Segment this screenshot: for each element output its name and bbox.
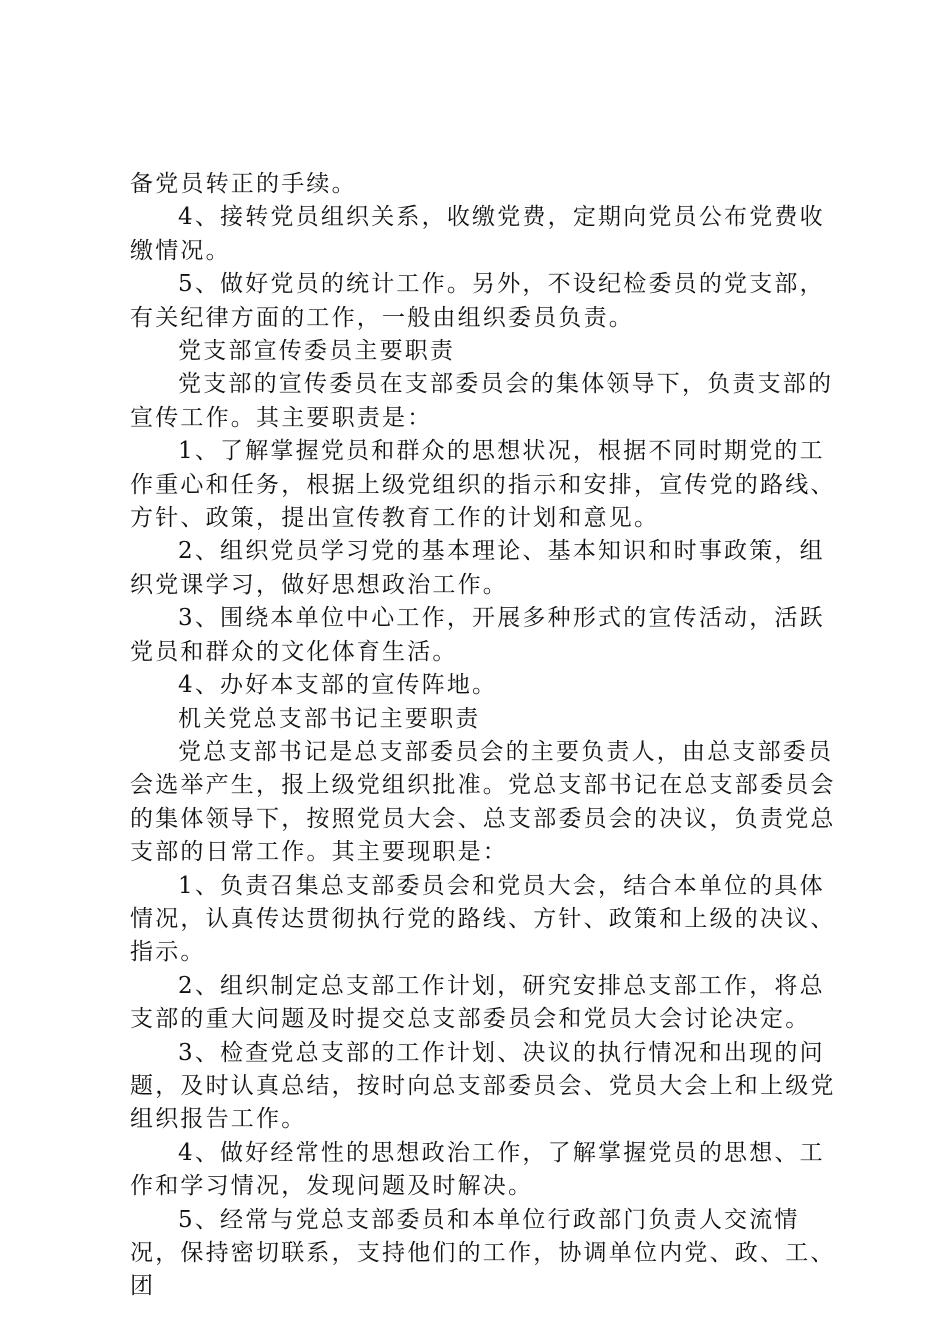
paragraph-propaganda-item-3: 3、围绕本单位中心工作，开展多种形式的宣传活动，活跃党员和群众的文化体育生活。 [130,605,825,665]
section-heading-secretary: 机关党总支部书记主要职责 [178,705,481,732]
paragraph-continuation: 备党员转正的手续。 [130,171,357,197]
paragraph-item-5: 5、做好党员的统计工作。另外，不设纪检委员的党支部，有关纪律方面的工作，一般由组织委员负责。 [130,271,825,331]
paragraph-propaganda-item-1: 1、了解掌握党员和群众的思想状况，根据不同时期党的工作重心和任务，根据上级党组织的指示和安排，宣传党的路线、方针、政策，提出宣传教育工作的计划和意见。 [130,438,836,532]
paragraph-secretary-item-3: 3、检查党总支部的工作计划、决议的执行情况和出现的问题，及时认真总结，按时向总支部委员会、党员大会上和上级党组织报告工作。 [130,1039,836,1133]
paragraph-secretary-item-1: 1、负责召集总支部委员会和党员大会，结合本单位的具体情况，认真传达贯彻执行党的路线、方针、政策和上级的决议、指示。 [130,872,836,966]
paragraph-intro-secretary: 党总支部书记是总支部委员会的主要负责人，由总支部委员会选举产生，报上级党组织批准。党总支部书记在总支部委员会的集体领导下，按照党员大会、总支部委员会的决议，负责党总支部的日常工作。其主要现职是： [130,738,836,866]
paragraph-propaganda-item-4: 4、办好本支部的宣传阵地。 [178,672,498,699]
paragraph-propaganda-item-2: 2、组织党员学习党的基本理论、基本知识和时事政策，组织党课学习，做好思想政治工作。 [130,538,825,598]
paragraph-item-4: 4、接转党员组织关系，收缴党费，定期向党员公布党费收缴情况。 [130,204,825,264]
paragraph-secretary-item-5: 5、经常与党总支部委员和本单位行政部门负责人交流情况，保持密切联系，支持他们的工作，协调单位内党、政、工、团 [130,1206,836,1300]
paragraph-intro-propaganda: 党支部的宣传委员在支部委员会的集体领导下，负责支部的宣传工作。其主要职责是： [130,371,834,431]
document-body [130,168,850,1304]
paragraph-secretary-item-2: 2、组织制定总支部工作计划，研究安排总支部工作，将总支部的重大问题及时提交总支部委员会和党员大会讨论决定。 [130,972,825,1033]
section-heading-propaganda: 党支部宣传委员主要职责 [178,338,456,365]
paragraph-secretary-item-4: 4、做好经常性的思想政治工作，了解掌握党员的思想、工作和学习情况，发现问题及时解决。 [130,1139,825,1200]
